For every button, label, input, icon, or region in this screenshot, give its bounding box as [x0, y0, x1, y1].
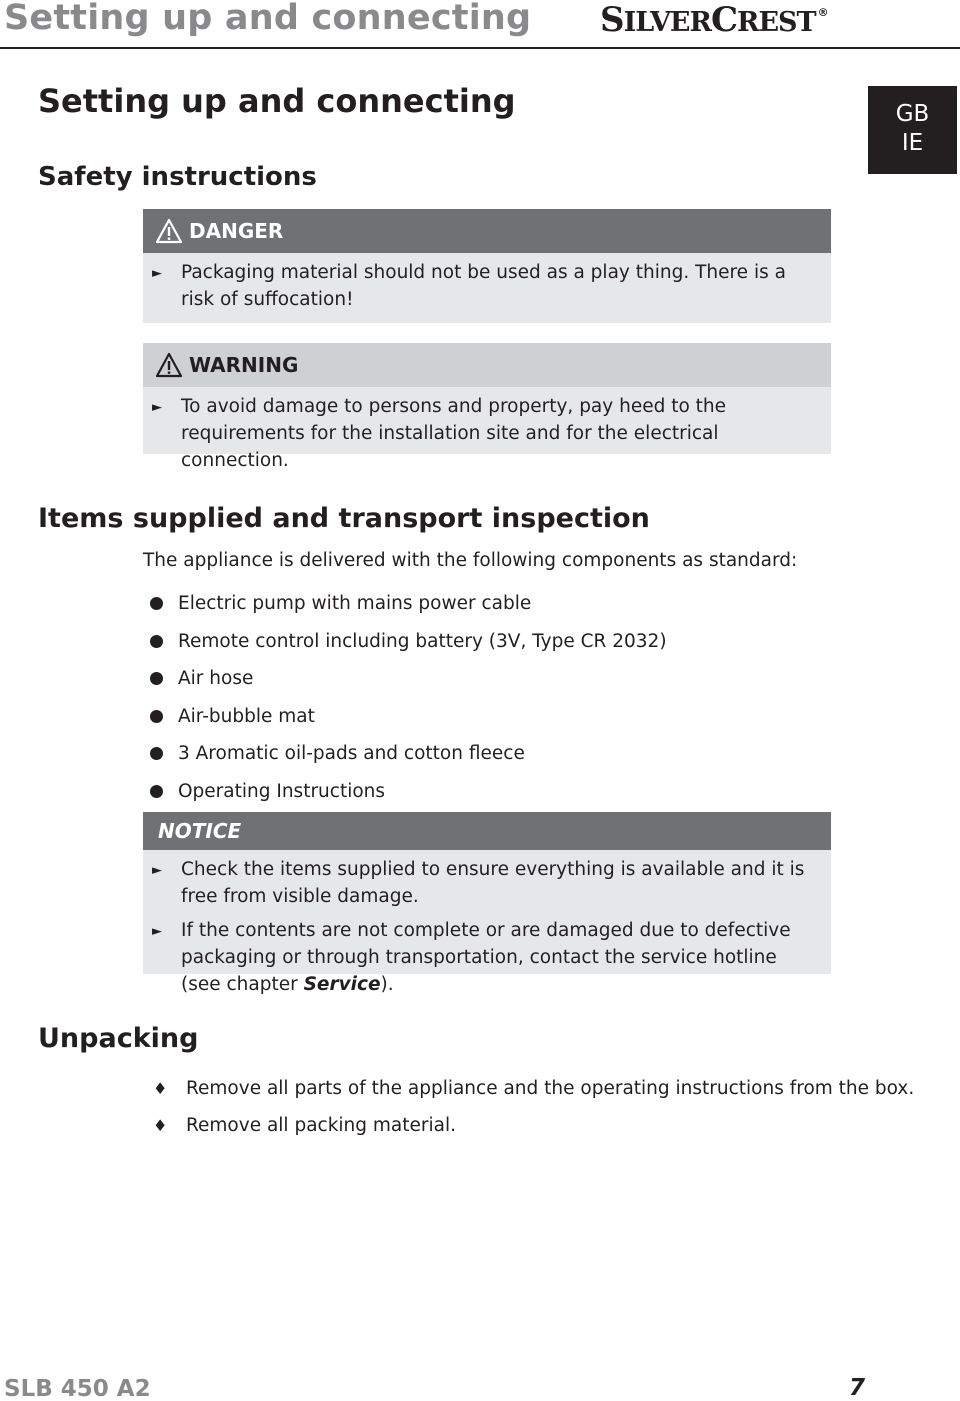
list-item-text: Electric pump with mains power cable — [178, 593, 532, 615]
brand-logo-part: S — [600, 0, 624, 40]
list-item-text: Air-bubble mat — [178, 705, 315, 727]
list-item — [150, 585, 667, 623]
footer-model-number: SLB 450 A2 — [4, 1376, 151, 1401]
arrow-bullet-icon: ► — [152, 924, 162, 939]
running-header-title: Setting up and connecting — [4, 0, 532, 38]
notice-text-part: If the contents are not complete or are damaged due to defective packaging or through transportation, contact the service hotline (see chapter — [181, 920, 791, 995]
danger-header — [143, 209, 831, 253]
bullet-dot-icon — [150, 635, 163, 648]
unpacking-heading: Unpacking — [38, 1023, 199, 1054]
language-code: IE — [901, 130, 924, 156]
diamond-bullet-icon: ♦ — [153, 1079, 168, 1098]
list-item-text: Remove all packing material. — [186, 1115, 457, 1136]
warning-text: To avoid damage to persons and property, pay heed to the requirements for the installation site and for the electrical connection. — [181, 396, 727, 471]
brand-logo-part: ILVER — [623, 7, 711, 38]
language-code: GB — [895, 101, 930, 127]
brand-logo-part: REST — [737, 7, 816, 38]
warning-header — [143, 343, 831, 387]
notice-text: Check the items supplied to ensure everything is available and it is free from visible damage. — [181, 859, 805, 907]
list-item — [150, 623, 667, 661]
notice-item — [152, 917, 819, 998]
warning-item — [152, 393, 819, 474]
notice-item — [152, 856, 819, 910]
danger-text: Packaging material should not be used as a play thing. There is a risk of suffocation! — [181, 262, 786, 310]
list-item — [150, 773, 667, 811]
items-list — [150, 585, 667, 810]
items-supplied-heading: Items supplied and transport inspection — [38, 503, 650, 534]
list-item — [150, 1107, 914, 1144]
list-item-text: Operating Instructions — [178, 780, 386, 802]
list-item-text: Remote control including battery (3V, Type CR 2032) — [178, 630, 667, 652]
notice-label: NOTICE — [158, 819, 242, 843]
page-number: 7 — [849, 1375, 866, 1401]
arrow-bullet-icon: ► — [152, 400, 162, 415]
arrow-bullet-icon: ► — [152, 863, 162, 878]
bullet-dot-icon — [150, 747, 163, 760]
warning-label: WARNING — [189, 353, 299, 377]
page-title: Setting up and connecting — [38, 82, 516, 120]
diamond-bullet-icon: ♦ — [153, 1116, 168, 1135]
warning-box — [143, 343, 831, 471]
language-tab — [868, 86, 957, 174]
bullet-dot-icon — [150, 785, 163, 798]
list-item — [150, 1070, 914, 1107]
list-item — [150, 698, 667, 736]
notice-header — [143, 812, 831, 850]
list-item-text: Air hose — [178, 668, 254, 690]
notice-text-part: ). — [380, 974, 394, 995]
items-intro: The appliance is delivered with the following components as standard: — [143, 550, 798, 571]
notice-text — [181, 917, 819, 998]
registered-mark: ® — [817, 6, 828, 19]
bullet-dot-icon — [150, 710, 163, 723]
list-item-text: 3 Aromatic oil-pads and cotton fleece — [178, 743, 525, 765]
warning-triangle-icon — [155, 352, 183, 378]
unpacking-steps — [150, 1070, 914, 1144]
danger-box — [143, 209, 831, 323]
danger-label: DANGER — [189, 219, 284, 243]
service-chapter-reference: Service — [303, 974, 381, 995]
safety-instructions-heading: Safety instructions — [38, 162, 317, 192]
brand-logo — [600, 0, 828, 40]
arrow-bullet-icon: ► — [152, 266, 162, 281]
list-item — [150, 660, 667, 698]
header-divider — [0, 47, 960, 49]
danger-item — [152, 259, 819, 313]
bullet-dot-icon — [150, 672, 163, 685]
list-item — [150, 735, 667, 773]
brand-logo-part: C — [710, 0, 738, 40]
warning-triangle-icon — [155, 218, 183, 244]
list-item-text: Remove all parts of the appliance and the operating instructions from the box. — [186, 1078, 915, 1099]
bullet-dot-icon — [150, 597, 163, 610]
notice-box — [143, 812, 831, 995]
